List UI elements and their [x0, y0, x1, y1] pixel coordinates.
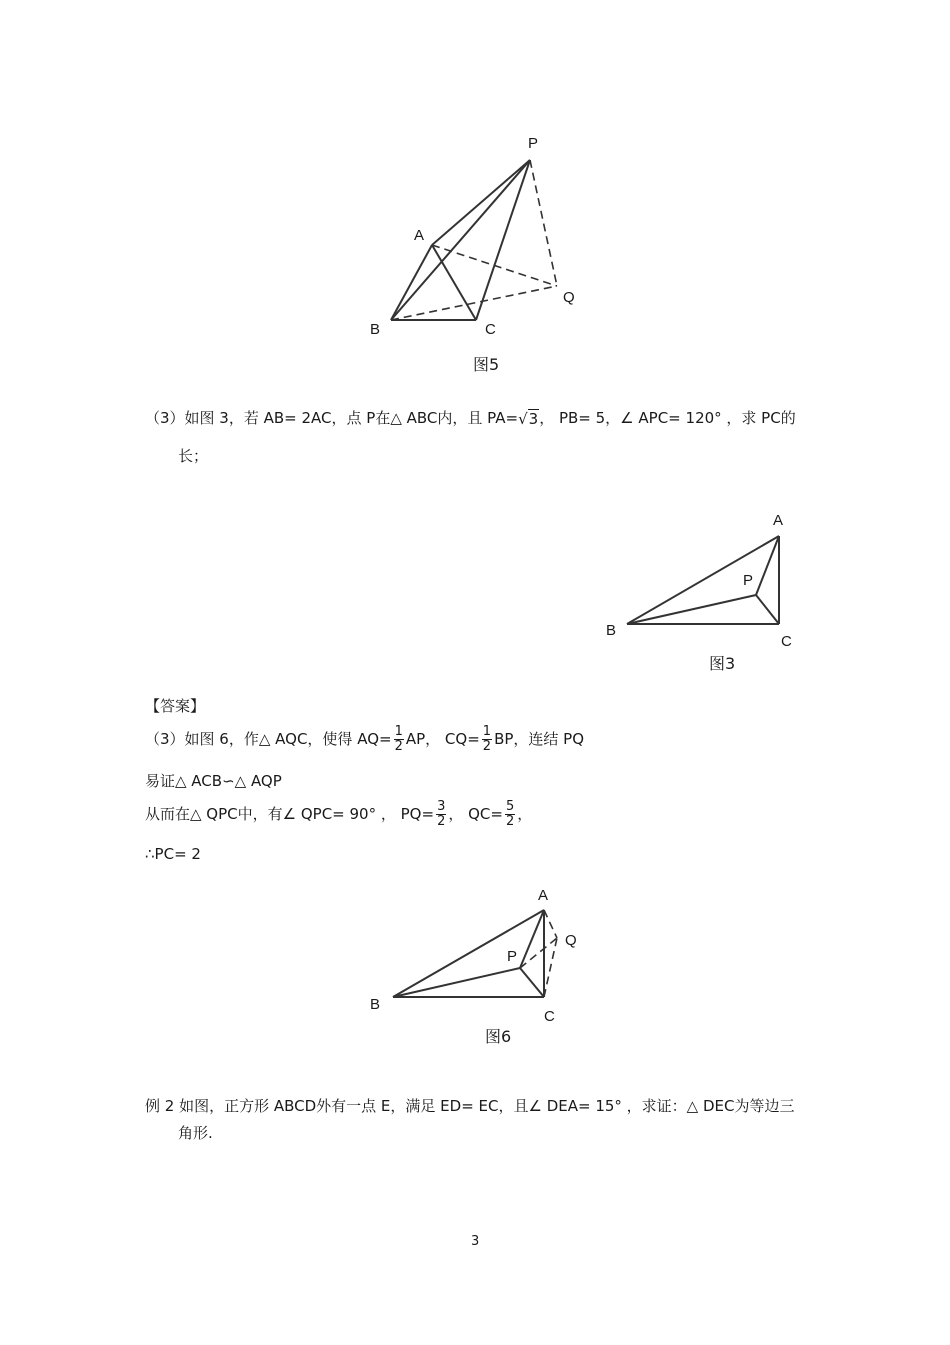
fig6-segment-PC [520, 968, 544, 997]
example-2-line-1: 例 2 如图，正方形 ABCD外有一点 E，满足 ED= EC，且∠ DEA= 15° ，求证：△ DEC为等边三 [145, 1097, 795, 1115]
fig6-segment-BP [393, 968, 520, 997]
answer-l3-text-c: ， [517, 805, 533, 823]
fig6-label-Q: Q [565, 932, 577, 949]
fraction-denominator: 2 [482, 739, 492, 754]
fraction-denominator: 2 [505, 814, 515, 829]
fraction-numerator: 1 [394, 724, 403, 739]
fig5-label-C: C [485, 321, 496, 338]
fig3-label-P: P [743, 572, 754, 589]
answer-line-2: 易证△ ACB∽△ AQP [145, 772, 282, 790]
answer-l1-text-a: （3）如图 6，作△ AQC，使得 AQ= [145, 730, 392, 748]
answer-l1-text-c: BP，连结 PQ [494, 730, 585, 748]
fig5-label-A: A [414, 227, 425, 244]
fig6-segment-BA [393, 910, 544, 997]
fraction-numerator: 5 [505, 799, 515, 814]
fig5-caption: 图5 [473, 355, 500, 374]
sqrt-radicand: 3 [528, 409, 539, 428]
page-number: 3 [471, 1234, 480, 1249]
example-2-line-2: 角形. [178, 1124, 213, 1142]
answer-heading: 【答案】 [145, 697, 206, 715]
sqrt-3: √3 [518, 409, 539, 428]
fig3-caption: 图3 [709, 654, 736, 673]
fraction-denominator: 2 [394, 739, 403, 754]
fig5-label-Q: Q [563, 289, 575, 306]
fraction-numerator: 1 [482, 724, 492, 739]
fig6-label-C: C [544, 1008, 555, 1025]
answer-line-4: ∴PC= 2 [145, 845, 201, 863]
fig5-label-P: P [528, 135, 539, 152]
fig6-dashed-AQ [544, 910, 557, 938]
fig6-label-B: B [370, 996, 381, 1013]
fig6-caption: 图6 [485, 1027, 512, 1046]
fig6-label-P: P [507, 948, 518, 965]
fig3-label-C: C [781, 633, 792, 650]
answer-l3-text-a: 从而在△ QPC中，有∠ QPC= 90° ， PQ= [145, 805, 435, 823]
fraction-denominator: 2 [437, 814, 446, 829]
fig6-label-A: A [538, 887, 549, 904]
answer-l3-text-b: ， QC= [448, 805, 503, 823]
question-3-text-a: （3）如图 3，若 AB= 2AC，点 P在△ ABC内，且 PA= [145, 409, 519, 427]
question-3-text-b: ， PB= 5，∠ APC= 120° ，求 PC的 [539, 409, 796, 427]
fig3-label-B: B [606, 622, 617, 639]
fraction-numerator: 3 [437, 799, 446, 814]
fig3-label-A: A [773, 512, 784, 529]
answer-l1-text-b: AP， CQ= [405, 730, 480, 748]
question-3-line-2: 长； [178, 447, 209, 465]
fig5-label-B: B [370, 321, 381, 338]
